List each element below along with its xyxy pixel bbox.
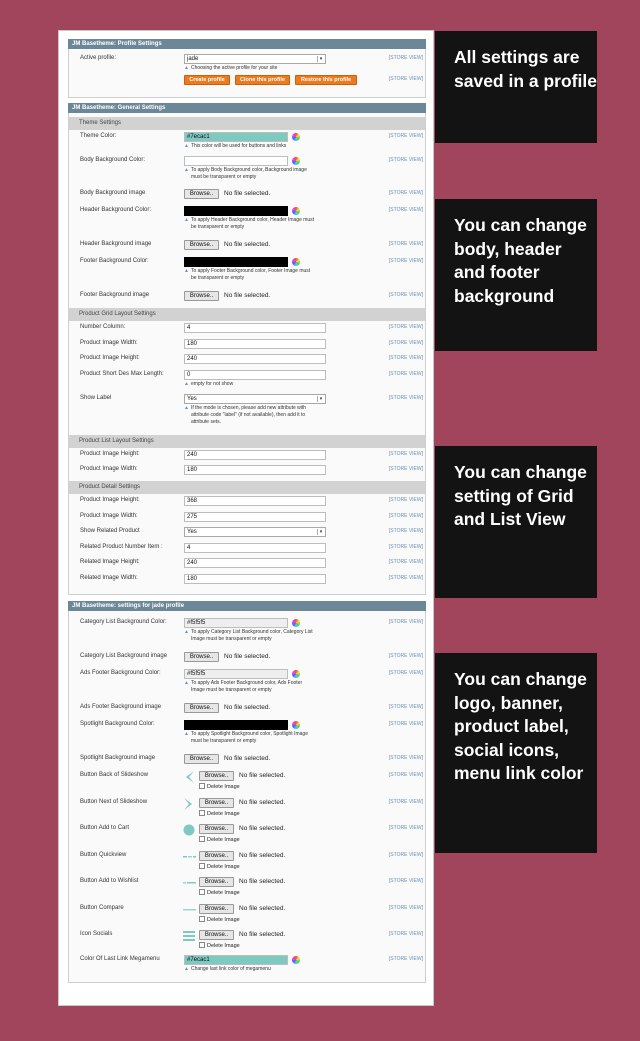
bullet-icon: ▲	[184, 268, 189, 274]
related-image-width-label: Related Image Width:	[80, 574, 138, 581]
store-view-label: [STORE VIEW]	[388, 258, 423, 264]
show-label-note-line2: attribute code "label" (if not available), then add it to	[191, 411, 306, 418]
delete-image-text: Delete Image	[207, 837, 240, 843]
store-view-label: [STORE VIEW]	[388, 670, 423, 676]
active-profile-value: jade	[187, 56, 199, 62]
ads-footer-bg-image-label: Ads Footer Background image	[80, 704, 162, 710]
no-file-text: No file selected.	[224, 190, 271, 197]
jade-settings-header: JM Basetheme: settings for jade profile	[68, 601, 426, 611]
delete-image-text: Delete Image	[207, 943, 240, 949]
list-layout-subheader: Product List Layout Settings	[69, 435, 425, 448]
store-view-label: [STORE VIEW]	[388, 497, 423, 503]
body-bg-note	[184, 167, 307, 181]
no-file-text: No file selected.	[239, 851, 286, 859]
store-view-label: [STORE VIEW]	[388, 55, 423, 61]
category-bg-note-line1: To apply Category List Background color, Category List	[190, 629, 313, 635]
body-bg-note-line2: must be transparent or empty	[191, 174, 257, 180]
store-view-label: [STORE VIEW]	[388, 241, 423, 247]
spotlight-bg-note	[184, 731, 308, 745]
show-label-note-line1: If the mode is chosen, please add new attribute with	[190, 404, 307, 411]
clone-profile-button[interactable]: Clone this profile	[235, 75, 290, 85]
browse-button[interactable]: Browse..	[199, 904, 234, 914]
store-view-label: [STORE VIEW]	[388, 755, 423, 761]
footer-bg-color-label: Footer Background Color:	[80, 258, 149, 264]
store-view-label: [STORE VIEW]	[388, 339, 423, 346]
general-settings-header: JM Basetheme: General Settings	[68, 103, 426, 113]
active-profile-note	[184, 65, 277, 72]
profile-settings-body	[68, 49, 426, 98]
callout-background: You can change body, header and footer background	[435, 199, 597, 351]
browse-button[interactable]: Browse..	[184, 189, 219, 199]
store-view-label: [STORE VIEW]	[388, 543, 423, 550]
category-bg-image-label: Category List Background image	[80, 653, 168, 659]
compare-icon	[183, 904, 197, 916]
active-profile-select[interactable]	[184, 54, 326, 64]
store-view-label: [STORE VIEW]	[388, 355, 423, 361]
store-view-label: [STORE VIEW]	[388, 878, 423, 884]
delete-image-checkbox[interactable]	[199, 783, 240, 790]
checkbox-icon	[199, 810, 205, 816]
button-quickview-label: Button Quickview	[80, 851, 127, 858]
body-bg-color-label: Body Background Color:	[80, 157, 146, 163]
show-related-label: Show Related Product	[80, 528, 140, 534]
show-related-value: Yes	[187, 529, 197, 535]
profile-settings-header: JM Basetheme: Profile Settings	[68, 39, 426, 49]
body-bg-color-input[interactable]	[184, 156, 288, 166]
color-picker-icon[interactable]	[292, 956, 300, 964]
bullet-icon: ▲	[184, 167, 189, 173]
store-view-label: [STORE VIEW]	[388, 704, 423, 710]
ads-footer-bg-note-line1: To apply Ads Footer Background color, Ads Footer	[190, 680, 303, 686]
delete-image-text: Delete Image	[207, 916, 240, 923]
no-file-text: No file selected.	[224, 241, 271, 248]
header-bg-color-label: Header Background Color:	[80, 207, 152, 213]
callout-jade-settings: You can change logo, banner, product label, social icons, menu link color	[435, 653, 597, 853]
color-picker-icon[interactable]	[292, 619, 300, 627]
number-column-label: Number Column:	[80, 324, 126, 330]
store-view-label: [STORE VIEW]	[388, 619, 423, 625]
header-bg-note	[184, 217, 314, 231]
browse-button[interactable]: Browse..	[184, 703, 219, 713]
delete-image-text: Delete Image	[207, 863, 240, 870]
spotlight-bg-color-input[interactable]	[184, 720, 288, 730]
grid-image-height-input[interactable]: 240	[184, 354, 326, 364]
button-add-to-cart-label: Button Add to Cart	[80, 825, 130, 831]
browse-button[interactable]: Browse..	[199, 824, 234, 834]
bullet-icon: ▲	[184, 380, 189, 387]
arrow-left-icon	[183, 771, 195, 783]
chevron-down-icon: ▾	[317, 396, 324, 402]
checkbox-icon	[199, 916, 205, 922]
color-picker-icon[interactable]	[292, 207, 300, 215]
grid-image-height-label: Product Image Height:	[80, 355, 140, 361]
store-view-label: [STORE VIEW]	[388, 466, 423, 472]
bullet-icon: ▲	[184, 965, 189, 972]
browse-button[interactable]: Browse..	[184, 240, 219, 250]
theme-settings-subheader: Theme Settings	[69, 117, 425, 130]
footer-bg-color-input[interactable]	[184, 257, 288, 267]
color-picker-icon[interactable]	[292, 133, 300, 141]
store-view-label: [STORE VIEW]	[388, 559, 423, 565]
related-number-label: Related Product Number Item :	[80, 543, 163, 550]
bullet-icon: ▲	[184, 404, 189, 411]
body-bg-image-label: Body Background image	[80, 190, 146, 196]
checkbox-icon	[199, 836, 205, 842]
show-label-value: Yes	[187, 395, 197, 402]
browse-button[interactable]: Browse..	[199, 771, 234, 781]
footer-bg-note	[184, 268, 310, 282]
cart-circle-icon	[183, 824, 195, 836]
megamenu-color-input[interactable]: #7ecac1	[184, 955, 288, 965]
category-bg-note	[184, 629, 313, 643]
ads-footer-bg-note-line2: Image must be transparent or empty	[191, 687, 272, 693]
category-bg-color-input[interactable]: #f5f5f5	[184, 618, 288, 628]
related-image-height-input[interactable]: 240	[184, 558, 326, 568]
megamenu-color-label: Color Of Last Link Megamenu	[80, 955, 160, 962]
delete-image-checkbox[interactable]	[199, 810, 240, 817]
theme-color-note-text: This color will be used for buttons and links	[190, 143, 287, 149]
grid-image-width-label: Product Image Width:	[80, 339, 138, 346]
chevron-down-icon: ▾	[317, 529, 324, 535]
color-picker-icon[interactable]	[292, 721, 300, 729]
chevron-down-icon: ▾	[317, 56, 324, 62]
store-view-label: [STORE VIEW]	[388, 76, 423, 82]
show-label-select[interactable]	[184, 394, 326, 404]
detail-image-height-input[interactable]: 368	[184, 496, 326, 506]
callout-profile: All settings are saved in a profile	[435, 31, 597, 143]
callout-grid-list: You can change setting of Grid and List View	[435, 446, 597, 598]
store-view-label: [STORE VIEW]	[388, 370, 423, 377]
quickview-icon	[183, 851, 197, 863]
footer-bg-note-line1: To apply Footer Background color, Footer Image must	[190, 268, 311, 274]
store-view-label: [STORE VIEW]	[388, 528, 423, 534]
grid-image-width-input[interactable]: 180	[184, 339, 326, 349]
detail-image-width-label: Product Image Width:	[80, 512, 138, 519]
button-back-label: Button Back of Slideshow	[80, 772, 149, 778]
store-view-label: [STORE VIEW]	[388, 207, 423, 213]
color-picker-icon[interactable]	[292, 258, 300, 266]
checkbox-icon	[199, 889, 205, 895]
store-view-label: [STORE VIEW]	[388, 512, 423, 519]
store-view-label: [STORE VIEW]	[388, 721, 423, 727]
detail-settings-subheader: Product Detail Settings	[69, 481, 425, 494]
social-icons-icon	[183, 930, 195, 942]
browse-button[interactable]: Browse..	[199, 798, 234, 808]
short-des-note-text: empty for not show	[190, 380, 234, 387]
list-image-width-input[interactable]: 180	[184, 465, 326, 475]
related-number-input[interactable]: 4	[184, 543, 326, 553]
delete-image-checkbox[interactable]	[199, 863, 240, 870]
browse-button[interactable]: Browse..	[199, 851, 234, 861]
store-view-label: [STORE VIEW]	[388, 825, 423, 831]
active-profile-note-text: Choosing the active profile for your site	[190, 65, 278, 71]
button-compare-label: Button Compare	[80, 904, 124, 911]
bullet-icon: ▲	[184, 217, 189, 223]
show-label-label: Show Label	[80, 394, 112, 401]
footer-bg-image-label: Footer Background image	[80, 292, 150, 298]
related-image-height-label: Related Image Height:	[80, 559, 140, 565]
no-file-text: No file selected.	[239, 825, 286, 832]
no-file-text: No file selected.	[224, 292, 271, 299]
store-view-label: [STORE VIEW]	[388, 324, 423, 330]
checkbox-icon	[199, 863, 205, 869]
store-view-label: [STORE VIEW]	[388, 955, 423, 962]
theme-color-input[interactable]: #7ecac1	[184, 132, 288, 142]
number-column-input[interactable]: 4	[184, 323, 326, 333]
bullet-icon: ▲	[184, 629, 189, 635]
delete-image-text: Delete Image	[207, 810, 240, 817]
create-profile-button[interactable]: Create profile	[184, 75, 230, 85]
detail-image-height-label: Product Image Height:	[80, 497, 140, 503]
detail-image-width-input[interactable]: 275	[184, 512, 326, 522]
store-view-label: [STORE VIEW]	[388, 157, 423, 163]
show-label-note-line3: attribute sets.	[191, 418, 222, 425]
store-view-label: [STORE VIEW]	[388, 450, 423, 457]
ads-footer-bg-note	[184, 680, 302, 694]
short-des-label: Product Short Des Max Length:	[80, 370, 164, 377]
header-bg-note-line2: be transparent or empty	[191, 224, 245, 230]
bullet-icon: ▲	[184, 680, 189, 686]
browse-button[interactable]: Browse..	[184, 291, 219, 301]
button-wishlist-label: Button Add to Wishlist	[80, 878, 139, 884]
no-file-text: No file selected.	[239, 878, 286, 885]
category-bg-note-line2: Image must be transparent or empty	[191, 636, 272, 642]
wishlist-icon	[183, 877, 197, 889]
delete-image-text: Delete Image	[207, 784, 240, 790]
delete-image-checkbox[interactable]	[199, 889, 240, 896]
megamenu-color-note-text: Change last link color of megamenu	[190, 965, 271, 972]
show-related-select[interactable]	[184, 527, 326, 537]
store-view-label: [STORE VIEW]	[388, 931, 423, 937]
spotlight-bg-color-label: Spotlight Background Color:	[80, 721, 155, 727]
color-picker-icon[interactable]	[292, 157, 300, 165]
button-next-label: Button Next of Slideshow	[80, 798, 148, 805]
related-image-width-input[interactable]: 180	[184, 574, 326, 584]
short-des-input[interactable]: 0	[184, 370, 326, 380]
delete-image-checkbox[interactable]	[199, 916, 240, 923]
footer-bg-note-line2: be transparent or empty	[191, 275, 245, 281]
bullet-icon: ▲	[184, 143, 189, 149]
browse-button[interactable]: Browse..	[199, 877, 234, 887]
header-bg-color-input[interactable]	[184, 206, 288, 216]
ads-footer-bg-color-label: Ads Footer Background Color:	[80, 670, 161, 676]
checkbox-icon	[199, 942, 205, 948]
no-file-text: No file selected.	[224, 704, 271, 711]
delete-image-checkbox[interactable]	[199, 942, 240, 949]
delete-image-checkbox[interactable]	[199, 836, 240, 843]
header-bg-note-line1: To apply Header Background color, Header Image must	[190, 217, 315, 223]
store-view-label: [STORE VIEW]	[388, 851, 423, 858]
short-des-note	[184, 381, 233, 388]
spotlight-bg-image-label: Spotlight Background image	[80, 755, 156, 761]
show-label-note	[184, 405, 306, 426]
bullet-icon: ▲	[184, 731, 189, 737]
store-view-label: [STORE VIEW]	[388, 904, 423, 911]
active-profile-label: Active profile:	[80, 55, 117, 61]
header-bg-image-label: Header Background image	[80, 241, 152, 247]
delete-image-text: Delete Image	[207, 890, 240, 896]
no-file-text: No file selected.	[224, 653, 271, 660]
list-image-height-input[interactable]: 240	[184, 450, 326, 460]
grid-layout-subheader: Product Grid Layout Settings	[69, 308, 425, 321]
list-image-height-label: Product Image Height:	[80, 450, 140, 457]
checkbox-icon	[199, 783, 205, 789]
megamenu-color-note	[184, 966, 271, 973]
icon-socials-label: Icon Socials	[80, 931, 113, 937]
browse-button[interactable]: Browse..	[184, 652, 219, 662]
theme-color-note	[184, 143, 286, 150]
category-bg-color-label: Category List Background Color:	[80, 619, 167, 625]
ads-footer-bg-color-input[interactable]: #f5f5f5	[184, 669, 288, 679]
store-view-label: [STORE VIEW]	[388, 394, 423, 401]
no-file-text: No file selected.	[239, 798, 286, 806]
store-view-label: [STORE VIEW]	[388, 133, 423, 139]
spotlight-bg-note-line2: must be transparent or empty	[191, 738, 257, 744]
general-settings-body	[68, 113, 426, 595]
list-image-width-label: Product Image Width:	[80, 466, 138, 472]
no-file-text: No file selected.	[224, 755, 271, 762]
body-bg-note-line1: To apply Body Background color, Background image	[190, 167, 307, 173]
store-view-label: [STORE VIEW]	[388, 772, 423, 778]
spotlight-bg-note-line1: To apply Spotlight Background color, Spotlight Image	[190, 731, 308, 737]
color-picker-icon[interactable]	[292, 670, 300, 678]
restore-profile-button[interactable]: Restore this profile	[295, 75, 357, 85]
browse-button[interactable]: Browse..	[199, 930, 234, 940]
no-file-text: No file selected.	[239, 904, 286, 912]
store-view-label: [STORE VIEW]	[388, 574, 423, 581]
store-view-label: [STORE VIEW]	[388, 653, 423, 659]
bullet-icon: ▲	[184, 65, 189, 71]
jade-settings-body	[68, 611, 426, 983]
settings-panel	[58, 30, 434, 1006]
browse-button[interactable]: Browse..	[184, 754, 219, 764]
arrow-right-icon	[183, 798, 195, 810]
store-view-label: [STORE VIEW]	[388, 190, 423, 196]
theme-color-label: Theme Color:	[80, 133, 117, 139]
store-view-label: [STORE VIEW]	[388, 798, 423, 805]
no-file-text: No file selected.	[239, 772, 286, 779]
no-file-text: No file selected.	[239, 931, 286, 938]
store-view-label: [STORE VIEW]	[388, 292, 423, 298]
